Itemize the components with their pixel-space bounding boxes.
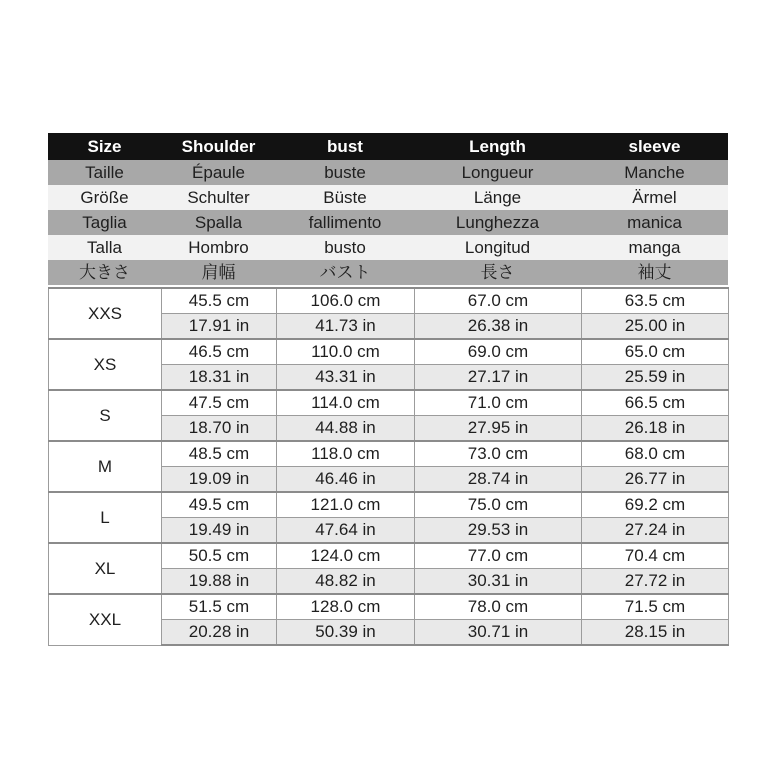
header-cell: 肩幅 [201,263,236,282]
measure-cell: 27.72 in [582,569,729,595]
measure-cell: 29.53 in [415,518,582,544]
header-cell: バスト [319,263,371,282]
table-row-cm [49,594,729,620]
header-cell: Épaule [192,163,245,182]
header-cell: Taglia [82,213,127,232]
measure-cell: 69.2 cm [582,492,729,518]
header-cell: Lunghezza [455,213,540,232]
measure-cell: 124.0 cm [277,543,415,569]
table-row-cm [49,390,729,416]
measure-cell: 63.5 cm [582,288,729,314]
measure-cell: 50.5 cm [162,543,277,569]
measure-cell: 114.0 cm [277,390,415,416]
measure-cell: 66.5 cm [582,390,729,416]
header-cell: Longitud [464,238,531,257]
measure-cell: 25.00 in [582,314,729,340]
header-row [48,133,728,160]
measure-cell: 73.0 cm [415,441,582,467]
size-label: XS [49,339,162,390]
size-label: XXS [49,288,162,339]
measure-cell: 18.31 in [162,365,277,391]
measure-cell: 27.95 in [415,416,582,442]
header-cell: 長さ [480,263,515,282]
size-chart [48,133,728,646]
header-cell: Manche [624,163,685,182]
header-cell: buste [324,163,366,182]
measure-cell: 20.28 in [162,620,277,646]
header-row-italian [48,210,728,235]
measure-cell: 41.73 in [277,314,415,340]
measure-cell: 67.0 cm [415,288,582,314]
measure-cell: 45.5 cm [162,288,277,314]
measure-cell: 51.5 cm [162,594,277,620]
column-header-shoulder: Shoulder [181,137,256,156]
column-header-size: Size [87,137,122,156]
measure-cell: 71.0 cm [415,390,582,416]
table-row-cm [49,288,729,314]
column-header-length: Length [469,137,526,156]
measure-cell: 106.0 cm [277,288,415,314]
header-cell: manga [628,238,681,257]
header-cell: Schulter [187,188,250,207]
table-row-cm [49,441,729,467]
measure-cell: 50.39 in [277,620,415,646]
header-row-french [48,160,728,185]
header-cell: manica [627,213,682,232]
header-cell: Büste [323,188,367,207]
measure-cell: 46.5 cm [162,339,277,365]
header-cell: Talla [87,238,122,257]
measure-cell: 77.0 cm [415,543,582,569]
header-row-japanese [48,260,728,285]
header-cell: Longueur [461,163,534,182]
measurements-table [48,287,729,646]
header-cell: Größe [80,188,129,207]
measure-cell: 75.0 cm [415,492,582,518]
measure-cell: 68.0 cm [582,441,729,467]
size-label: S [49,390,162,441]
measure-cell: 28.74 in [415,467,582,493]
measure-cell: 78.0 cm [415,594,582,620]
measure-cell: 71.5 cm [582,594,729,620]
header-cell: fallimento [308,213,382,232]
table-row-cm [49,339,729,365]
column-header-bust: bust [327,137,363,156]
measure-cell: 47.64 in [277,518,415,544]
measure-cell: 128.0 cm [277,594,415,620]
measure-cell: 27.24 in [582,518,729,544]
table-row-cm [49,492,729,518]
measure-cell: 121.0 cm [277,492,415,518]
measure-cell: 43.31 in [277,365,415,391]
size-label: XL [49,543,162,594]
measure-cell: 110.0 cm [277,339,415,365]
measure-cell: 30.71 in [415,620,582,646]
size-label: XXL [49,594,162,645]
size-label: L [49,492,162,543]
measure-cell: 44.88 in [277,416,415,442]
measure-cell: 18.70 in [162,416,277,442]
header-cell: Spalla [194,213,243,232]
header-cell: Ärmel [632,188,677,207]
size-label: M [49,441,162,492]
measure-cell: 28.15 in [582,620,729,646]
header-cell: Länge [473,188,522,207]
measure-cell: 30.31 in [415,569,582,595]
measure-cell: 25.59 in [582,365,729,391]
header-row-german [48,185,728,210]
measure-cell: 26.18 in [582,416,729,442]
measure-cell: 65.0 cm [582,339,729,365]
header-cell: Hombro [188,238,249,257]
measure-cell: 19.49 in [162,518,277,544]
measure-cell: 46.46 in [277,467,415,493]
header-cell: 袖丈 [637,263,672,282]
measure-cell: 27.17 in [415,365,582,391]
measure-cell: 118.0 cm [277,441,415,467]
header-cell: Taille [85,163,124,182]
header-cell: 大きさ [79,263,130,282]
measure-cell: 26.38 in [415,314,582,340]
measure-cell: 48.5 cm [162,441,277,467]
measure-cell: 26.77 in [582,467,729,493]
header-cell: busto [324,238,366,257]
column-header-sleeve: sleeve [628,137,681,156]
table-row-cm [49,543,729,569]
measure-cell: 17.91 in [162,314,277,340]
measure-cell: 48.82 in [277,569,415,595]
measure-cell: 49.5 cm [162,492,277,518]
measure-cell: 19.09 in [162,467,277,493]
header-row-spanish [48,235,728,260]
measure-cell: 70.4 cm [582,543,729,569]
measure-cell: 47.5 cm [162,390,277,416]
measure-cell: 69.0 cm [415,339,582,365]
measure-cell: 19.88 in [162,569,277,595]
